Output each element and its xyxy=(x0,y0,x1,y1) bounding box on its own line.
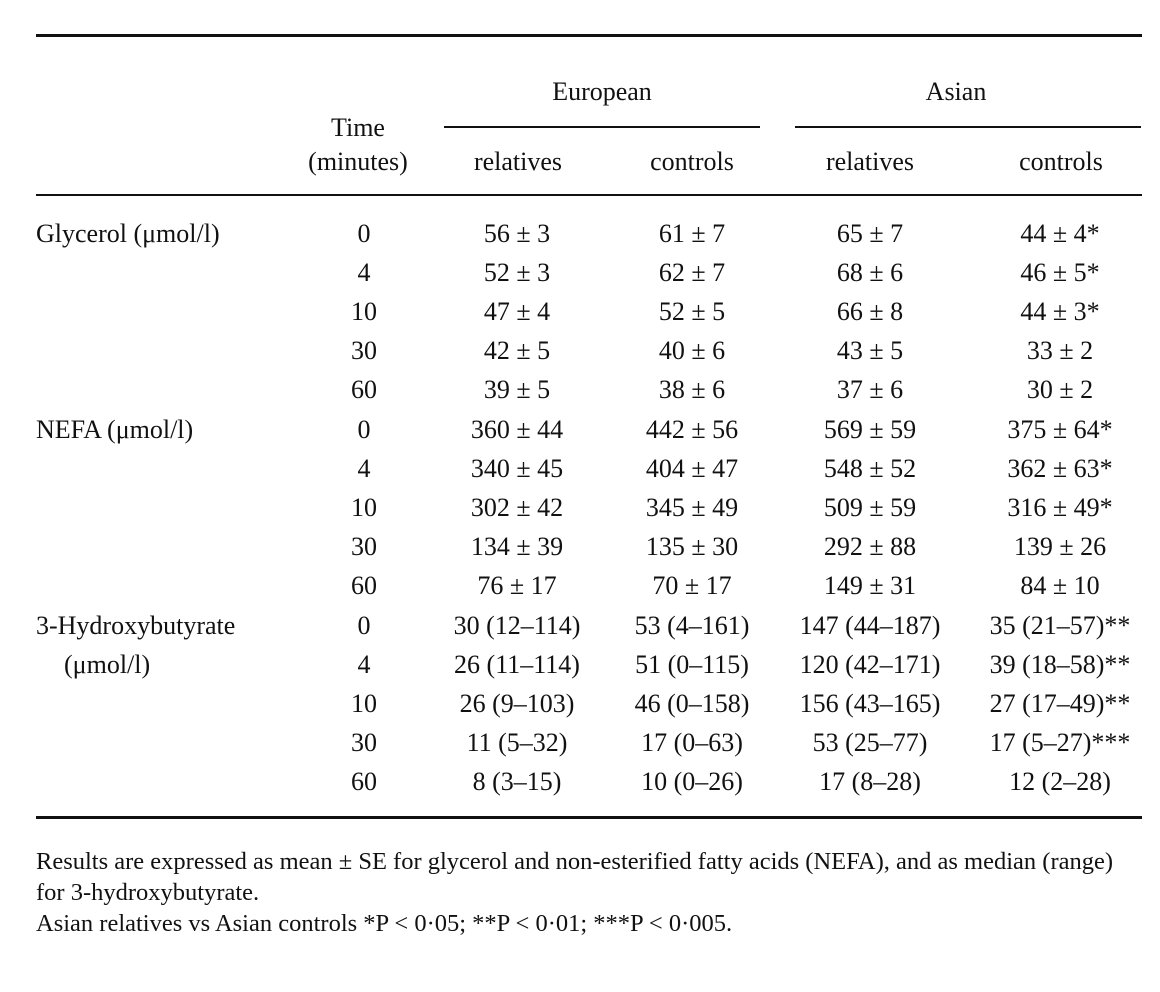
variable-label: (μmol/l) xyxy=(64,650,151,679)
asian-relatives-cell: 147 (44–187) xyxy=(799,611,941,640)
european-controls-cell: 10 (0–26) xyxy=(641,767,743,796)
table-row xyxy=(0,296,1160,328)
time-cell: 60 xyxy=(351,375,377,404)
asian-relatives-cell: 65 ± 7 xyxy=(836,219,904,248)
european-relatives-cell: 8 (3–15) xyxy=(472,767,562,796)
asian-relatives-cell: 569 ± 59 xyxy=(823,415,917,444)
time-cell: 30 xyxy=(351,728,377,757)
european-controls-cell: 135 ± 30 xyxy=(645,532,739,561)
footnote-significance: Asian relatives vs Asian controls *P < 0·05; **P < 0·01; ***P < 0·005. xyxy=(36,910,733,937)
header-rule xyxy=(36,194,1142,196)
table-row xyxy=(0,335,1160,367)
asian-relatives-cell: 68 ± 6 xyxy=(836,258,904,287)
european-controls-cell: 61 ± 7 xyxy=(658,219,726,248)
european-controls-cell: 46 (0–158) xyxy=(634,689,750,718)
asian-relatives-cell: 66 ± 8 xyxy=(836,297,904,326)
european-controls-cell: 40 ± 6 xyxy=(658,336,726,365)
european-controls-cell: 52 ± 5 xyxy=(658,297,726,326)
european-relatives-cell: 76 ± 17 xyxy=(477,571,557,600)
asian-controls-cell: 30 ± 2 xyxy=(1026,375,1094,404)
asian-controls-cell: 12 (2–28) xyxy=(1009,767,1111,796)
european-relatives-cell: 26 (11–114) xyxy=(454,650,580,679)
footnote-results: Results are expressed as mean ± SE for glycerol and non-esterified fatty acids (NEFA), and as median (range) for 3-hydroxybutyrate. xyxy=(36,848,1114,906)
table-row xyxy=(0,492,1160,524)
header-european-controls: controls xyxy=(650,147,734,176)
asian-relatives-cell: 548 ± 52 xyxy=(823,454,917,483)
header-asian: Asian xyxy=(925,77,987,106)
european-controls-cell: 38 ± 6 xyxy=(658,375,726,404)
table-row xyxy=(0,257,1160,289)
variable-label: 3-Hydroxybutyrate xyxy=(36,611,236,640)
header-time-line1: Time xyxy=(331,113,385,142)
asian-controls-cell: 39 (18–58)** xyxy=(989,650,1131,679)
asian-relatives-cell: 43 ± 5 xyxy=(836,336,904,365)
table-row xyxy=(0,414,1160,446)
asian-relatives-cell: 509 ± 59 xyxy=(823,493,917,522)
european-controls-cell: 17 (0–63) xyxy=(641,728,743,757)
time-cell: 30 xyxy=(351,336,377,365)
asian-controls-cell: 139 ± 26 xyxy=(1013,532,1107,561)
variable-label: NEFA (μmol/l) xyxy=(36,415,194,444)
european-controls-cell: 404 ± 47 xyxy=(645,454,739,483)
table-row xyxy=(0,610,1160,642)
european-relatives-cell: 39 ± 5 xyxy=(483,375,551,404)
time-cell: 4 xyxy=(357,454,371,483)
asian-controls-cell: 316 ± 49* xyxy=(1007,493,1113,522)
asian-underline xyxy=(795,126,1141,128)
european-relatives-cell: 42 ± 5 xyxy=(483,336,551,365)
asian-relatives-cell: 149 ± 31 xyxy=(823,571,917,600)
table-row xyxy=(0,649,1160,681)
time-cell: 4 xyxy=(357,650,371,679)
header-time-line2: (minutes) xyxy=(308,147,408,176)
european-relatives-cell: 11 (5–32) xyxy=(466,728,568,757)
asian-controls-cell: 44 ± 3* xyxy=(1020,297,1100,326)
table-row xyxy=(0,374,1160,406)
time-cell: 0 xyxy=(357,415,371,444)
time-cell: 4 xyxy=(357,258,371,287)
asian-controls-cell: 27 (17–49)** xyxy=(989,689,1131,718)
variable-label: Glycerol (μmol/l) xyxy=(36,219,220,248)
asian-controls-cell: 46 ± 5* xyxy=(1020,258,1100,287)
header-asian-relatives: relatives xyxy=(825,147,915,176)
asian-relatives-cell: 292 ± 88 xyxy=(823,532,917,561)
table-footnotes xyxy=(36,846,1146,939)
table-row xyxy=(0,453,1160,485)
european-controls-cell: 70 ± 17 xyxy=(652,571,732,600)
time-cell: 0 xyxy=(357,611,371,640)
european-controls-cell: 62 ± 7 xyxy=(658,258,726,287)
asian-relatives-cell: 53 (25–77) xyxy=(812,728,928,757)
bottom-rule xyxy=(36,816,1142,819)
time-cell: 60 xyxy=(351,571,377,600)
asian-relatives-cell: 120 (42–171) xyxy=(799,650,941,679)
european-relatives-cell: 47 ± 4 xyxy=(483,297,551,326)
asian-controls-cell: 362 ± 63* xyxy=(1007,454,1113,483)
table-row xyxy=(0,570,1160,602)
table-row xyxy=(0,766,1160,798)
header-asian-controls: controls xyxy=(1019,147,1103,176)
top-rule xyxy=(36,34,1142,37)
time-cell: 0 xyxy=(357,219,371,248)
table-row xyxy=(0,688,1160,720)
asian-controls-cell: 17 (5–27)*** xyxy=(989,728,1131,757)
european-relatives-cell: 52 ± 3 xyxy=(483,258,551,287)
header-european: European xyxy=(552,77,652,106)
european-relatives-cell: 134 ± 39 xyxy=(470,532,564,561)
european-controls-cell: 53 (4–161) xyxy=(634,611,750,640)
asian-controls-cell: 35 (21–57)** xyxy=(989,611,1131,640)
asian-controls-cell: 33 ± 2 xyxy=(1026,336,1094,365)
european-relatives-cell: 340 ± 45 xyxy=(470,454,564,483)
european-relatives-cell: 360 ± 44 xyxy=(470,415,564,444)
european-relatives-cell: 30 (12–114) xyxy=(453,611,581,640)
european-relatives-cell: 26 (9–103) xyxy=(459,689,575,718)
time-cell: 10 xyxy=(351,493,377,522)
asian-relatives-cell: 17 (8–28) xyxy=(819,767,921,796)
asian-relatives-cell: 156 (43–165) xyxy=(799,689,941,718)
header-european-relatives: relatives xyxy=(473,147,563,176)
table-row xyxy=(0,727,1160,759)
time-cell: 30 xyxy=(351,532,377,561)
asian-controls-cell: 84 ± 10 xyxy=(1020,571,1100,600)
european-controls-cell: 51 (0–115) xyxy=(635,650,749,679)
table-row xyxy=(0,531,1160,563)
asian-controls-cell: 375 ± 64* xyxy=(1007,415,1113,444)
european-controls-cell: 442 ± 56 xyxy=(645,415,739,444)
european-controls-cell: 345 ± 49 xyxy=(645,493,739,522)
asian-relatives-cell: 37 ± 6 xyxy=(836,375,904,404)
time-cell: 60 xyxy=(351,767,377,796)
european-relatives-cell: 56 ± 3 xyxy=(483,219,551,248)
table-row xyxy=(0,218,1160,250)
european-relatives-cell: 302 ± 42 xyxy=(470,493,564,522)
asian-controls-cell: 44 ± 4* xyxy=(1020,219,1100,248)
time-cell: 10 xyxy=(351,297,377,326)
european-underline xyxy=(444,126,760,128)
time-cell: 10 xyxy=(351,689,377,718)
